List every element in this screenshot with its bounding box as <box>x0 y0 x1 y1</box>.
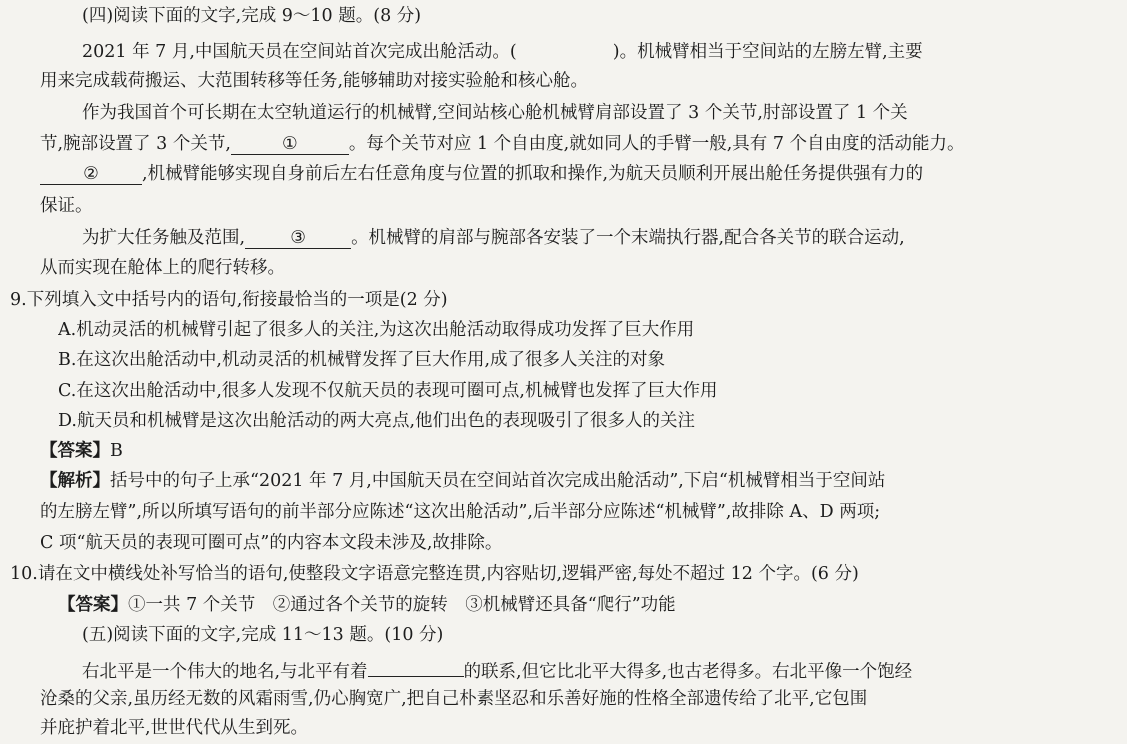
option-a <box>58 318 1127 342</box>
analysis-text: 的左膀左臂”,所以所填写语句的前半部分应陈述“这次出舱活动”,后半部分应陈述“机械臂”,故排除 A、D 两项; <box>40 502 881 522</box>
question-9-stem-text: 9.下列填入文中括号内的语句,衔接最恰当的一项是(2 分) <box>10 290 448 310</box>
fill-blank <box>368 656 464 677</box>
section-4-header <box>82 4 1127 28</box>
option-b-text: B.在这次出舱活动中,机动灵活的机械臂发挥了巨大作用,成了很多人关注的对象 <box>58 350 666 370</box>
passage-1-line-1 <box>82 40 1117 64</box>
fill-blank-2: ② <box>40 164 142 185</box>
section-5-line-2 <box>40 687 1117 711</box>
passage-3-line-1 <box>82 226 1127 250</box>
section-5-header <box>82 623 1127 647</box>
option-d <box>58 409 1127 433</box>
option-a-text: A.机动灵活的机械臂引起了很多人的关注,为这次出舱活动取得成功发挥了巨大作用 <box>58 320 695 340</box>
option-d-text: D.航天员和机械臂是这次出舱活动的两大亮点,他们出色的表现吸引了很多人的关注 <box>58 411 696 431</box>
option-c <box>58 379 1127 403</box>
section-5-line-1 <box>82 656 1127 680</box>
passage-1-line-2 <box>40 69 1127 93</box>
passage-text: 。机械臂的肩部与腕部各安装了一个末端执行器,配合各关节的联合运动, <box>351 228 905 248</box>
section-4-header-text: (四)阅读下面的文字,完成 9～10 题。(8 分) <box>82 6 422 26</box>
passage-2-line-4 <box>40 194 1127 218</box>
analysis-line-3 <box>40 531 1127 555</box>
passage-text: ,机械臂能够实现自身前后左右任意角度与位置的抓取和操作,为航天员顺利开展出舱任务提供强有力的 <box>142 164 924 184</box>
answer-tag: 【答案】 <box>58 595 128 615</box>
analysis-text: 括号中的句子上承“2021 年 7 月,中国航天员在空间站首次完成出舱活动”,下启“机械臂相当于空间站 <box>110 471 886 491</box>
passage-text: 2021 年 7 月,中国航天员在空间站首次完成出舱活动。( <box>82 42 517 62</box>
passage-2-line-1 <box>82 101 1117 125</box>
answer-value: ①一共 7 个关节 ②通过各个关节的旋转 ③机械臂还具备“爬行”功能 <box>128 595 676 615</box>
question-9-stem <box>10 288 1127 312</box>
section-5-line-3 <box>40 716 1127 740</box>
analysis-tag: 【解析】 <box>40 471 110 491</box>
question-10-stem <box>10 562 1127 586</box>
passage-2-line-3 <box>40 162 1127 186</box>
passage-text: 并庇护着北平,世世代代从生到死。 <box>40 718 309 738</box>
passage-text: 从而实现在舱体上的爬行转移。 <box>40 258 285 278</box>
answer-tag: 【答案】 <box>40 441 110 461</box>
passage-text: 。每个关节对应 1 个自由度,就如同人的手臂一般,具有 7 个自由度的活动能力。 <box>348 134 965 154</box>
question-9-answer <box>40 439 1127 463</box>
answer-value: B <box>110 441 123 461</box>
option-b <box>58 348 1127 372</box>
passage-2-line-2 <box>40 132 1127 156</box>
passage-text: 作为我国首个可长期在太空轨道运行的机械臂,空间站核心舱机械臂肩部设置了 3 个关节,肘部设置了 1 个关 <box>82 103 908 123</box>
analysis-text: C 项“航天员的表现可圈可点”的内容本文段未涉及,故排除。 <box>40 533 503 553</box>
analysis-line-1 <box>40 469 1117 493</box>
passage-text: )。机械臂相当于空间站的左膀左臂,主要 <box>612 42 923 62</box>
passage-text: 用来完成载荷搬运、大范围转移等任务,能够辅助对接实验舱和核心舱。 <box>40 71 589 91</box>
analysis-line-2 <box>40 500 1117 524</box>
question-10-stem-text: 10.请在文中横线处补写恰当的语句,使整段文字语意完整连贯,内容贴切,逻辑严密,每处不超过 12 个字。(6 分) <box>10 564 859 584</box>
passage-text: 为扩大任务触及范围, <box>82 228 246 248</box>
fill-blank-3: ③ <box>245 228 351 249</box>
passage-text: 沧桑的父亲,虽历经无数的风霜雨雪,仍心胸宽广,把自己朴素坚忍和乐善好施的性格全部遗传给了北平,它包围 <box>40 689 868 709</box>
question-10-answer <box>58 593 1127 617</box>
fill-blank-1: ① <box>231 134 349 155</box>
passage-text: 右北平是一个伟大的地名,与北平有着 <box>82 662 368 680</box>
passage-text: 保证。 <box>40 196 93 216</box>
passage-text: 的联系,但它比北平大得多,也古老得多。右北平像一个饱经 <box>463 662 913 680</box>
option-c-text: C.在这次出舱活动中,很多人发现不仅航天员的表现可圈可点,机械臂也发挥了巨大作用 <box>58 381 718 401</box>
passage-text: 节,腕部设置了 3 个关节, <box>40 134 231 154</box>
section-5-header-text: (五)阅读下面的文字,完成 11～13 题。(10 分) <box>82 625 444 645</box>
passage-3-line-2 <box>40 256 1127 280</box>
